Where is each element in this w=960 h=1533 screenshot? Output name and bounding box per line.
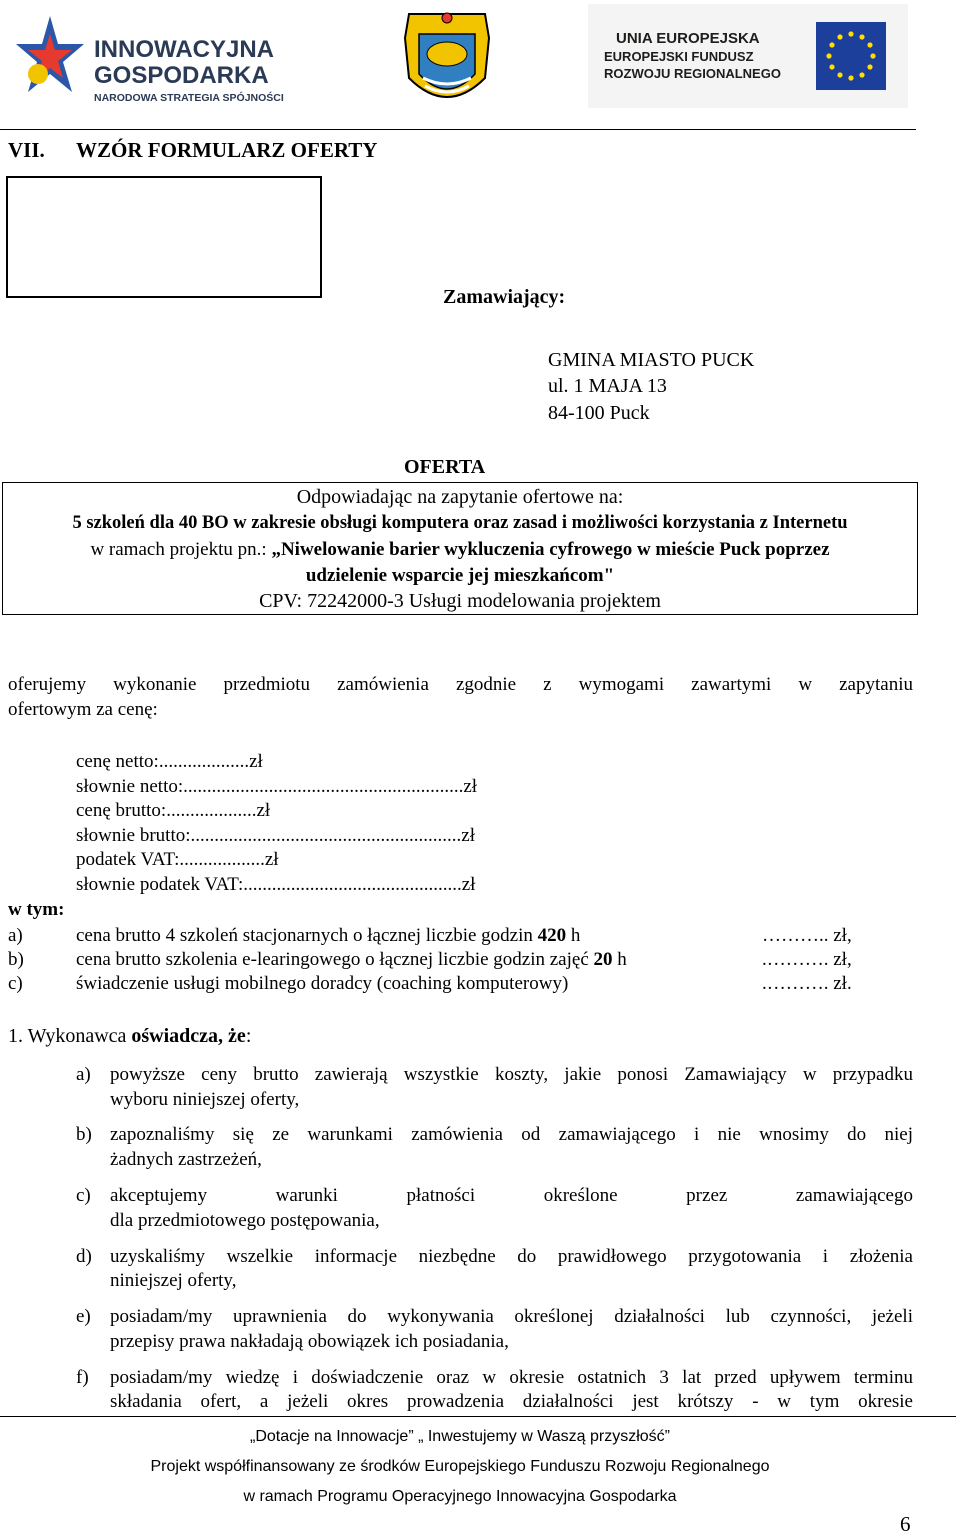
footer-rule [0,1416,956,1417]
declaration-line: niniejszej oferty, [110,1270,237,1291]
offer-cpv: CPV: 72242000-3 Usługi modelowania projektem [259,590,661,612]
declaration-line: uzyskaliśmy wszelkie informacje niezbędne do prawidłowego przygotowania i złożenia [110,1246,913,1267]
section-title-text: WZÓR FORMULARZ OFERTY [76,138,378,162]
offer-line3-prefix: w ramach projektu pn.: [90,539,272,560]
offer-heading: OFERTA [404,456,486,478]
declaration-letter: c) [76,1185,91,1206]
eu-line3: ROZWOJU REGIONALNEGO [604,66,781,81]
breakdown-item-text: świadczenie usługi mobilnego doradcy (coaching komputerowy) [76,973,569,994]
header-rule [0,129,916,130]
section-title [8,138,377,163]
breakdown-letter: c) [8,973,23,994]
intro-line2: ofertowym za cenę: [8,699,158,720]
offer-line2: 5 szkoleń dla 40 BO w zakresie obsługi komputera oraz zasad i możliwości korzystania z Internetu [72,513,848,533]
declaration-line: składania ofert, a jeżeli okres prowadzenia działalności jest krótszy - w tym okresie [110,1391,913,1412]
breakdown-amount: .………. zł, [762,949,852,970]
breakdown-label: w tym: [8,899,65,920]
ig-line1: INNOWACYJNA [94,36,275,63]
ig-star-icon [14,14,86,104]
offer-line1: Odpowiadając na zapytanie ofertowe na: [296,486,624,508]
declaration-letter: d) [76,1246,92,1267]
breakdown-item-text: cena brutto szkolenia e-learingowego o łącznej liczbie godzin zajęć 20 h [76,949,627,970]
coat-of-arms-icon [393,8,501,112]
recipient-label: Zamawiający: [443,286,566,308]
declaration-line: zapoznaliśmy się ze warunkami zamówienia od zamawiającego i nie wnosimy do niej [110,1124,913,1145]
price-vat-words: słownie podatek VAT:..............................................zł [76,874,476,895]
declaration-line: wyboru niniejszej oferty, [110,1089,300,1110]
recipient-name: GMINA MIASTO PUCK [548,349,755,371]
page-number: 6 [900,1512,911,1533]
declaration-letter: a) [76,1064,91,1085]
declaration-line: żadnych zastrzeżeń, [110,1149,262,1170]
footer-line1: „Dotacje na Innowacje” „ Inwestujemy w Waszą przyszłość” [250,1428,670,1445]
declaration-heading: 1. Wykonawca oświadcza, że: [8,1025,252,1047]
declaration-line: akceptujemy warunki płatności określone przez zamawiającego [110,1185,913,1206]
price-vat: podatek VAT:..................zł [76,849,279,870]
eu-logo [588,4,908,108]
innowacyjna-gospodarka-logo [14,14,304,104]
footer-line2: Projekt współfinansowany ze środków Europejskiego Funduszu Rozwoju Regionalnego [150,1458,770,1475]
offer-line3 [2,539,918,561]
declaration-letter: e) [76,1306,91,1327]
declaration-line: posiadam/my uprawnienia do wykonywania określonej działalności lub czynności, jeżeli [110,1306,913,1327]
breakdown-amount: ……….. zł, [762,925,852,946]
breakdown-letter: a) [8,925,23,946]
price-net: cenę netto:...................zł [76,751,263,772]
declaration-line: powyższe ceny brutto zawierają wszystkie koszty, jakie ponosi Zamawiający w przypadku [110,1064,913,1085]
stamp-box [6,176,322,298]
declaration-letter: b) [76,1124,92,1145]
offer-line3-project: „Niwelowanie barier wykluczenia cyfrowego w mieście Puck poprzez [271,539,830,560]
recipient-city: 84-100 Puck [548,402,650,424]
price-net-words: słownie netto:...........................................................zł [76,776,478,797]
breakdown-letter: b) [8,949,24,970]
price-gross: cenę brutto:...................zł [76,800,271,821]
recipient-street: ul. 1 MAJA 13 [548,375,667,397]
intro-line1: oferujemy wykonanie przedmiotu zamówienia zgodnie z wymogami zawartymi w zapytaniu [8,674,913,695]
declaration-line: przepisy prawa nakładają obowiązek ich posiadania, [110,1331,509,1352]
eu-line2: EUROPEJSKI FUNDUSZ [604,49,754,64]
section-number: VII. [8,138,45,162]
breakdown-item-text: cena brutto 4 szkoleń stacjonarnych o łącznej liczbie godzin 420 h [76,925,581,946]
ig-line3: NARODOWA STRATEGIA SPÓJNOŚCI [94,92,284,104]
footer-line3: w ramach Programu Operacyjnego Innowacyjna Gospodarka [243,1488,677,1505]
price-gross-words: słownie brutto:.........................................................zł [76,825,475,846]
declaration-line: dla przedmiotowego postępowania, [110,1210,380,1231]
breakdown-amount: .………. zł. [762,973,852,994]
eu-line1: UNIA EUROPEJSKA [616,30,760,47]
eu-flag-icon [816,22,886,90]
puck-coat-of-arms [393,8,501,112]
declaration-letter: f) [76,1367,89,1388]
ig-line2: GOSPODARKA [94,62,269,89]
offer-line4: udzielenie wsparcie jej mieszkańcom" [305,565,615,586]
declaration-line: posiadam/my wiedzę i doświadczenie oraz w okresie ostatnich 3 lat przed upływem terminu [110,1367,913,1388]
